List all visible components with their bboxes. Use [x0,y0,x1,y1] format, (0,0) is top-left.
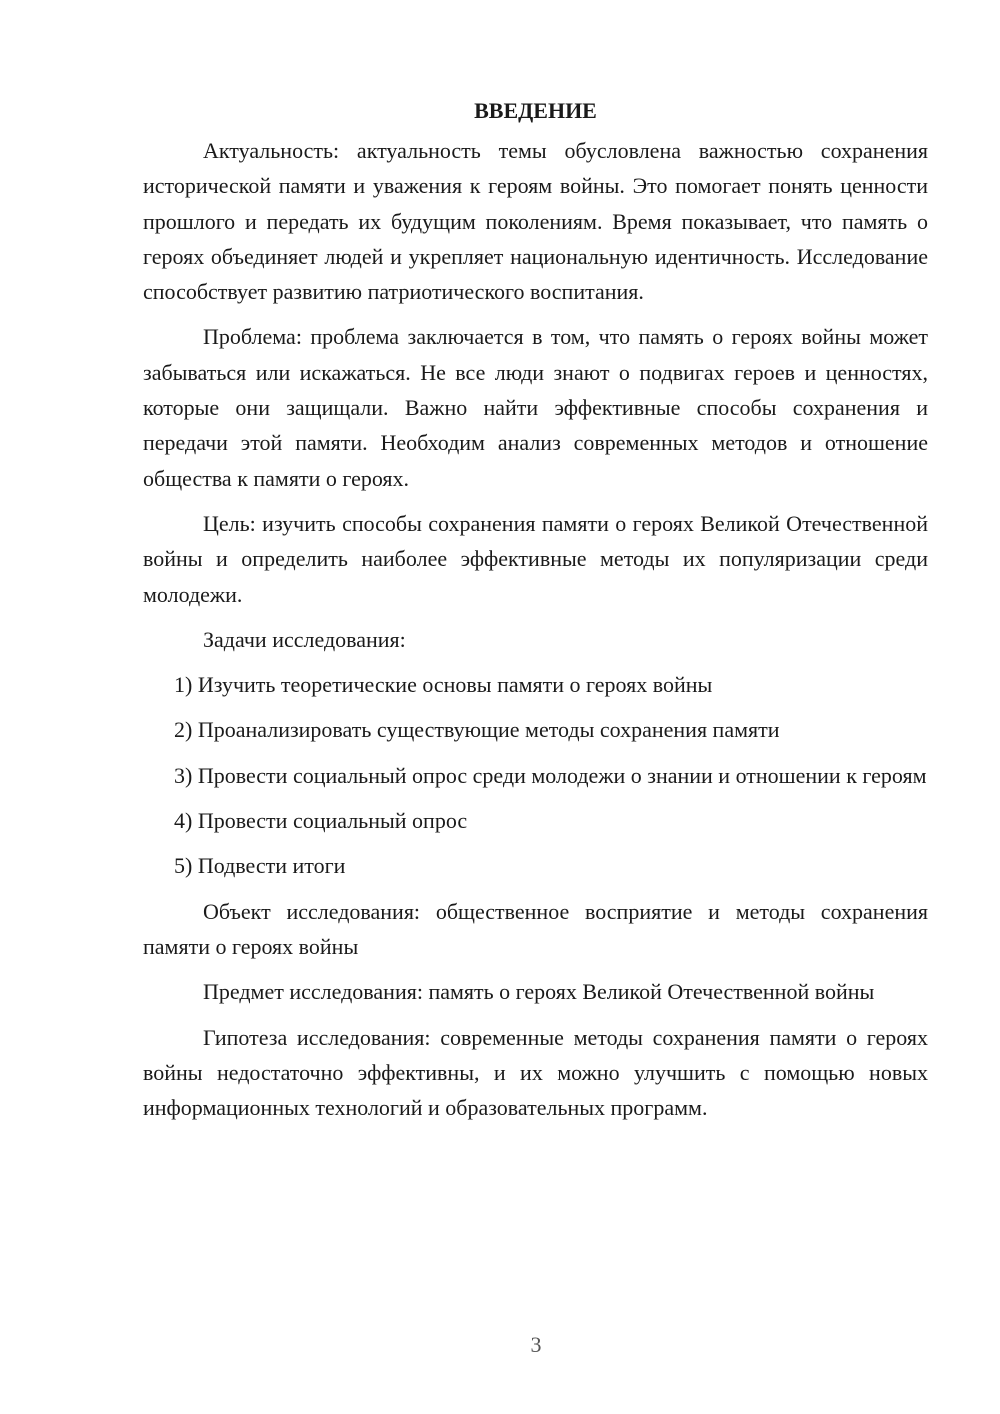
page-content [143,93,928,1135]
paragraph-hypothesis: Гипотеза исследования: современные методы сохранения памяти о героях войны недостаточно эффективны, и их можно улучшить с помощью новых информационных технологий и образовательных программ. [143,1024,928,1121]
task-item-4: 4) Провести социальный опрос [174,808,468,834]
task-item-1: 1) Изучить теоретические основы памяти о героях войны [174,672,713,698]
paragraph-relevance: Актуальность: актуальность темы обусловлена важностью сохранения исторической памяти и уважения к героям войны. Это помогает понять ценности прошлого и передать их будущим поколениям. Время показывает, что память о героях объединяет людей и укрепляет национальную идентичность. Исследование способствует развитию патриотического воспитания. [143,138,928,305]
paragraph-goal: Цель: изучить способы сохранения памяти о героях Великой Отечественной войны и определить наиболее эффективные методы их популяризации среди молодежи. [143,510,928,607]
task-item-2: 2) Проанализировать существующие методы сохранения памяти [174,717,780,743]
page-number: 3 [530,1332,542,1357]
tasks-heading: Задачи исследования: [203,626,406,652]
paragraph-object: Объект исследования: общественное восприятие и методы сохранения памяти о героях войны [143,898,928,959]
paragraph-problem: Проблема: проблема заключается в том, что память о героях войны может забываться или искажаться. Не все люди знают о подвигах героев и ценностях, которые они защищали. Важно найти эффективные способы сохранения и передачи этой памяти. Необходим анализ современных методов и отношение общества к памяти о героях. [143,324,928,491]
paragraph-subject: Предмет исследования: память о героях Великой Отечественной войны [203,979,875,1005]
task-item-3: 3) Провести социальный опрос среди молодежи о знании и отношении к героям [174,762,927,788]
section-title: ВВЕДЕНИЕ [474,98,597,123]
task-item-5: 5) Подвести итоги [174,853,346,879]
